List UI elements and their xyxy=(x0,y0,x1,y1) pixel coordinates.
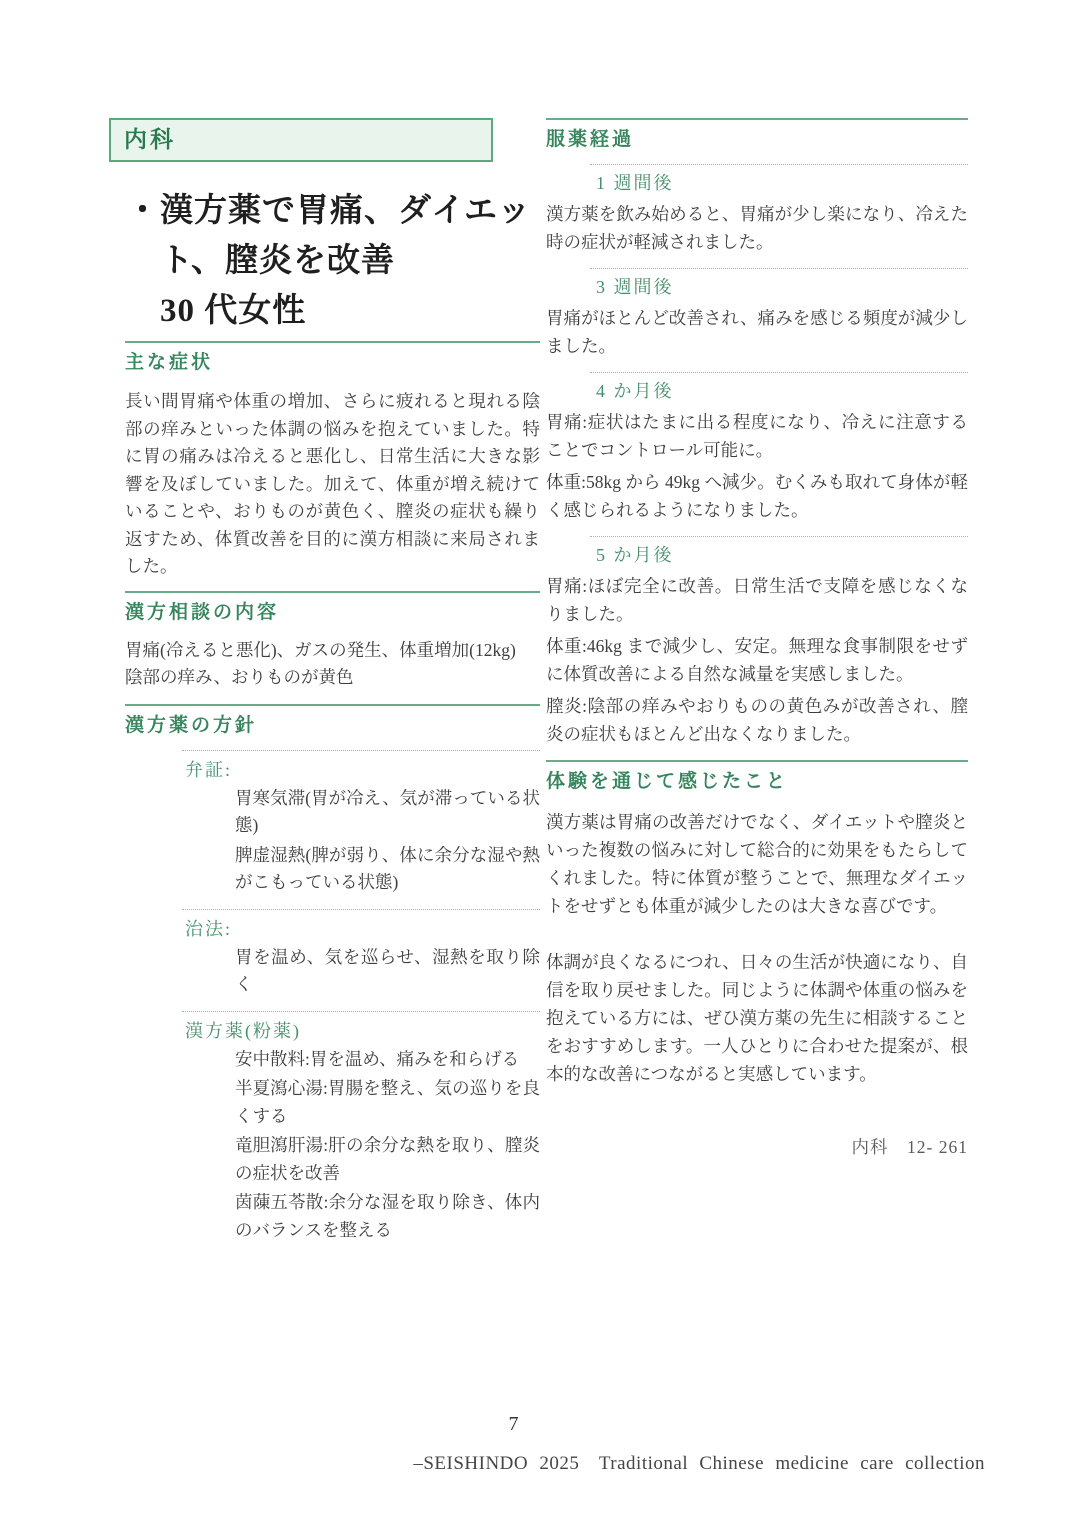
section-consultation xyxy=(125,591,540,692)
section-heading-consultation: 漢方相談の内容 xyxy=(125,601,280,623)
section-reflection xyxy=(546,760,968,1159)
medicine-item: 半夏瀉心湯:胃腸を整え、気の巡りを良くする xyxy=(235,1078,540,1126)
progress-entry-week3 xyxy=(546,268,968,360)
subsection-kampo-medicines xyxy=(182,1011,540,1245)
page-number: 7 xyxy=(508,1413,519,1435)
progress-text: 胃痛:症状はたまに出る程度になり、冷えに注意することでコントロール可能に。 xyxy=(546,412,968,460)
progress-entry-body xyxy=(546,408,968,524)
section-main-symptoms xyxy=(125,341,540,581)
pattern-item: 脾虚湿熱(脾が弱り、体に余分な湿や熱がこもっている状態) xyxy=(235,844,540,892)
progress-entry-month5 xyxy=(546,536,968,748)
footer-credit: –SEISHINDO 2025 Traditional Chinese medicine care collection xyxy=(413,1453,985,1474)
progress-entry-body xyxy=(546,572,968,748)
subsection-pattern-diagnosis xyxy=(182,750,540,897)
reflection-paragraph: 漢方薬は胃痛の改善だけでなく、ダイエットや膣炎といった複数の悩みに対して総合的に効果をもたらしてくれました。特に体質が整うことで、無理なダイエットをせずとも体重が減少したのは大きな喜びです。 xyxy=(546,812,968,916)
progress-text: 胃痛がほとんど改善され、痛みを感じる頻度が減少しました。 xyxy=(546,308,968,356)
right-column xyxy=(546,118,968,1244)
subsection-treatment-method xyxy=(182,909,540,999)
consultation-line: 胃痛(冷えると悪化)、ガスの発生、体重増加(12kg) xyxy=(125,639,516,660)
progress-text: 体重:58kg から 49kg へ減少。むくみも取れて身体が軽く感じられるようになりました。 xyxy=(546,472,968,520)
case-title xyxy=(125,186,540,336)
subsection-items xyxy=(182,944,540,999)
subsection-items xyxy=(182,1046,540,1245)
section-heading-reflection: 体験を通じて感じたこと xyxy=(546,771,789,792)
title-lines xyxy=(160,186,540,336)
subsection-label: 弁証: xyxy=(185,759,233,780)
medicine-item: 竜胆瀉肝湯:肝の余分な熱を取り、膣炎の症状を改善 xyxy=(235,1135,540,1183)
progress-entry-label: 4 か月後 xyxy=(590,372,968,404)
progress-entry-month4 xyxy=(546,372,968,524)
progress-entry-label: 1 週間後 xyxy=(590,164,968,196)
subsection-items xyxy=(182,785,540,897)
category-box xyxy=(109,118,493,162)
treatment-item: 胃を温め、気を巡らせ、湿熱を取り除く xyxy=(235,946,540,994)
progress-entry-week1 xyxy=(546,164,968,256)
medicine-item: 安中散料:胃を温め、痛みを和らげる xyxy=(235,1048,520,1069)
main-symptoms-text: 長い間胃痛や体重の増加、さらに疲れると現れる陰部の痒みといった体調の悩みを抱えていました。特に胃の痛みは冷えると悪化し、日常生活に大きな影響を及ぼしていました。加えて、体重が増え続けていることや、おりものが黄色く、膣炎の症状も繰り返すため、体質改善を目的に漢方相談に来局されました。 xyxy=(125,391,540,576)
progress-entry-body xyxy=(546,200,968,256)
case-reference-number: 内科 12- 261 xyxy=(851,1137,968,1157)
section-kampo-policy xyxy=(125,704,540,1245)
left-column xyxy=(125,118,540,1244)
subsection-label: 治法: xyxy=(185,918,233,939)
progress-entry-body xyxy=(546,304,968,360)
section-heading-medication-progress: 服薬経過 xyxy=(546,129,635,150)
title-line-2: 30 代女性 xyxy=(160,293,307,329)
reflection-paragraph: 体調が良くなるにつれ、日々の生活が快適になり、自信を取り戻せました。同じように体調や体重の悩みを抱えている方には、ぜひ漢方薬の先生に相談することをおすすめします。一人ひとりに合わせた提案が、根本的な改善につながると実感しています。 xyxy=(546,952,968,1084)
progress-text: 体重:46kg まで減少し、安定。無理な食事制限をせずに体質改善による自然な減量を実感しました。 xyxy=(546,636,968,684)
content-columns xyxy=(125,118,968,1244)
progress-text: 胃痛:ほぼ完全に改善。日常生活で支障を感じなくなりました。 xyxy=(546,576,968,624)
progress-entry-label: 5 か月後 xyxy=(590,536,968,568)
progress-entry-label: 3 週間後 xyxy=(590,268,968,300)
consultation-line: 陰部の痒み、おりものが黄色 xyxy=(125,667,354,687)
progress-text: 漢方薬を飲み始めると、胃痛が少し楽になり、冷えた時の症状が軽減されました。 xyxy=(546,204,968,252)
category-label: 内科 xyxy=(124,127,176,152)
section-heading-kampo-policy: 漢方薬の方針 xyxy=(125,714,258,736)
title-line-1: 漢方薬で胃痛、ダイエット、膣炎を改善 xyxy=(160,193,532,279)
title-bullet: ・ xyxy=(126,193,160,229)
section-heading-main-symptoms: 主な症状 xyxy=(125,352,214,373)
section-medication-progress xyxy=(546,118,968,748)
progress-text: 膣炎:陰部の痒みやおりものの黄色みが改善され、膣炎の症状もほとんど出なくなりました。 xyxy=(546,696,968,744)
pattern-item: 胃寒気滞(胃が冷え、気が滞っている状態) xyxy=(235,787,540,835)
medicine-item: 茵蔯五苓散:余分な湿を取り除き、体内のバランスを整える xyxy=(235,1192,540,1240)
subsection-label: 漢方薬(粉薬) xyxy=(185,1020,301,1041)
